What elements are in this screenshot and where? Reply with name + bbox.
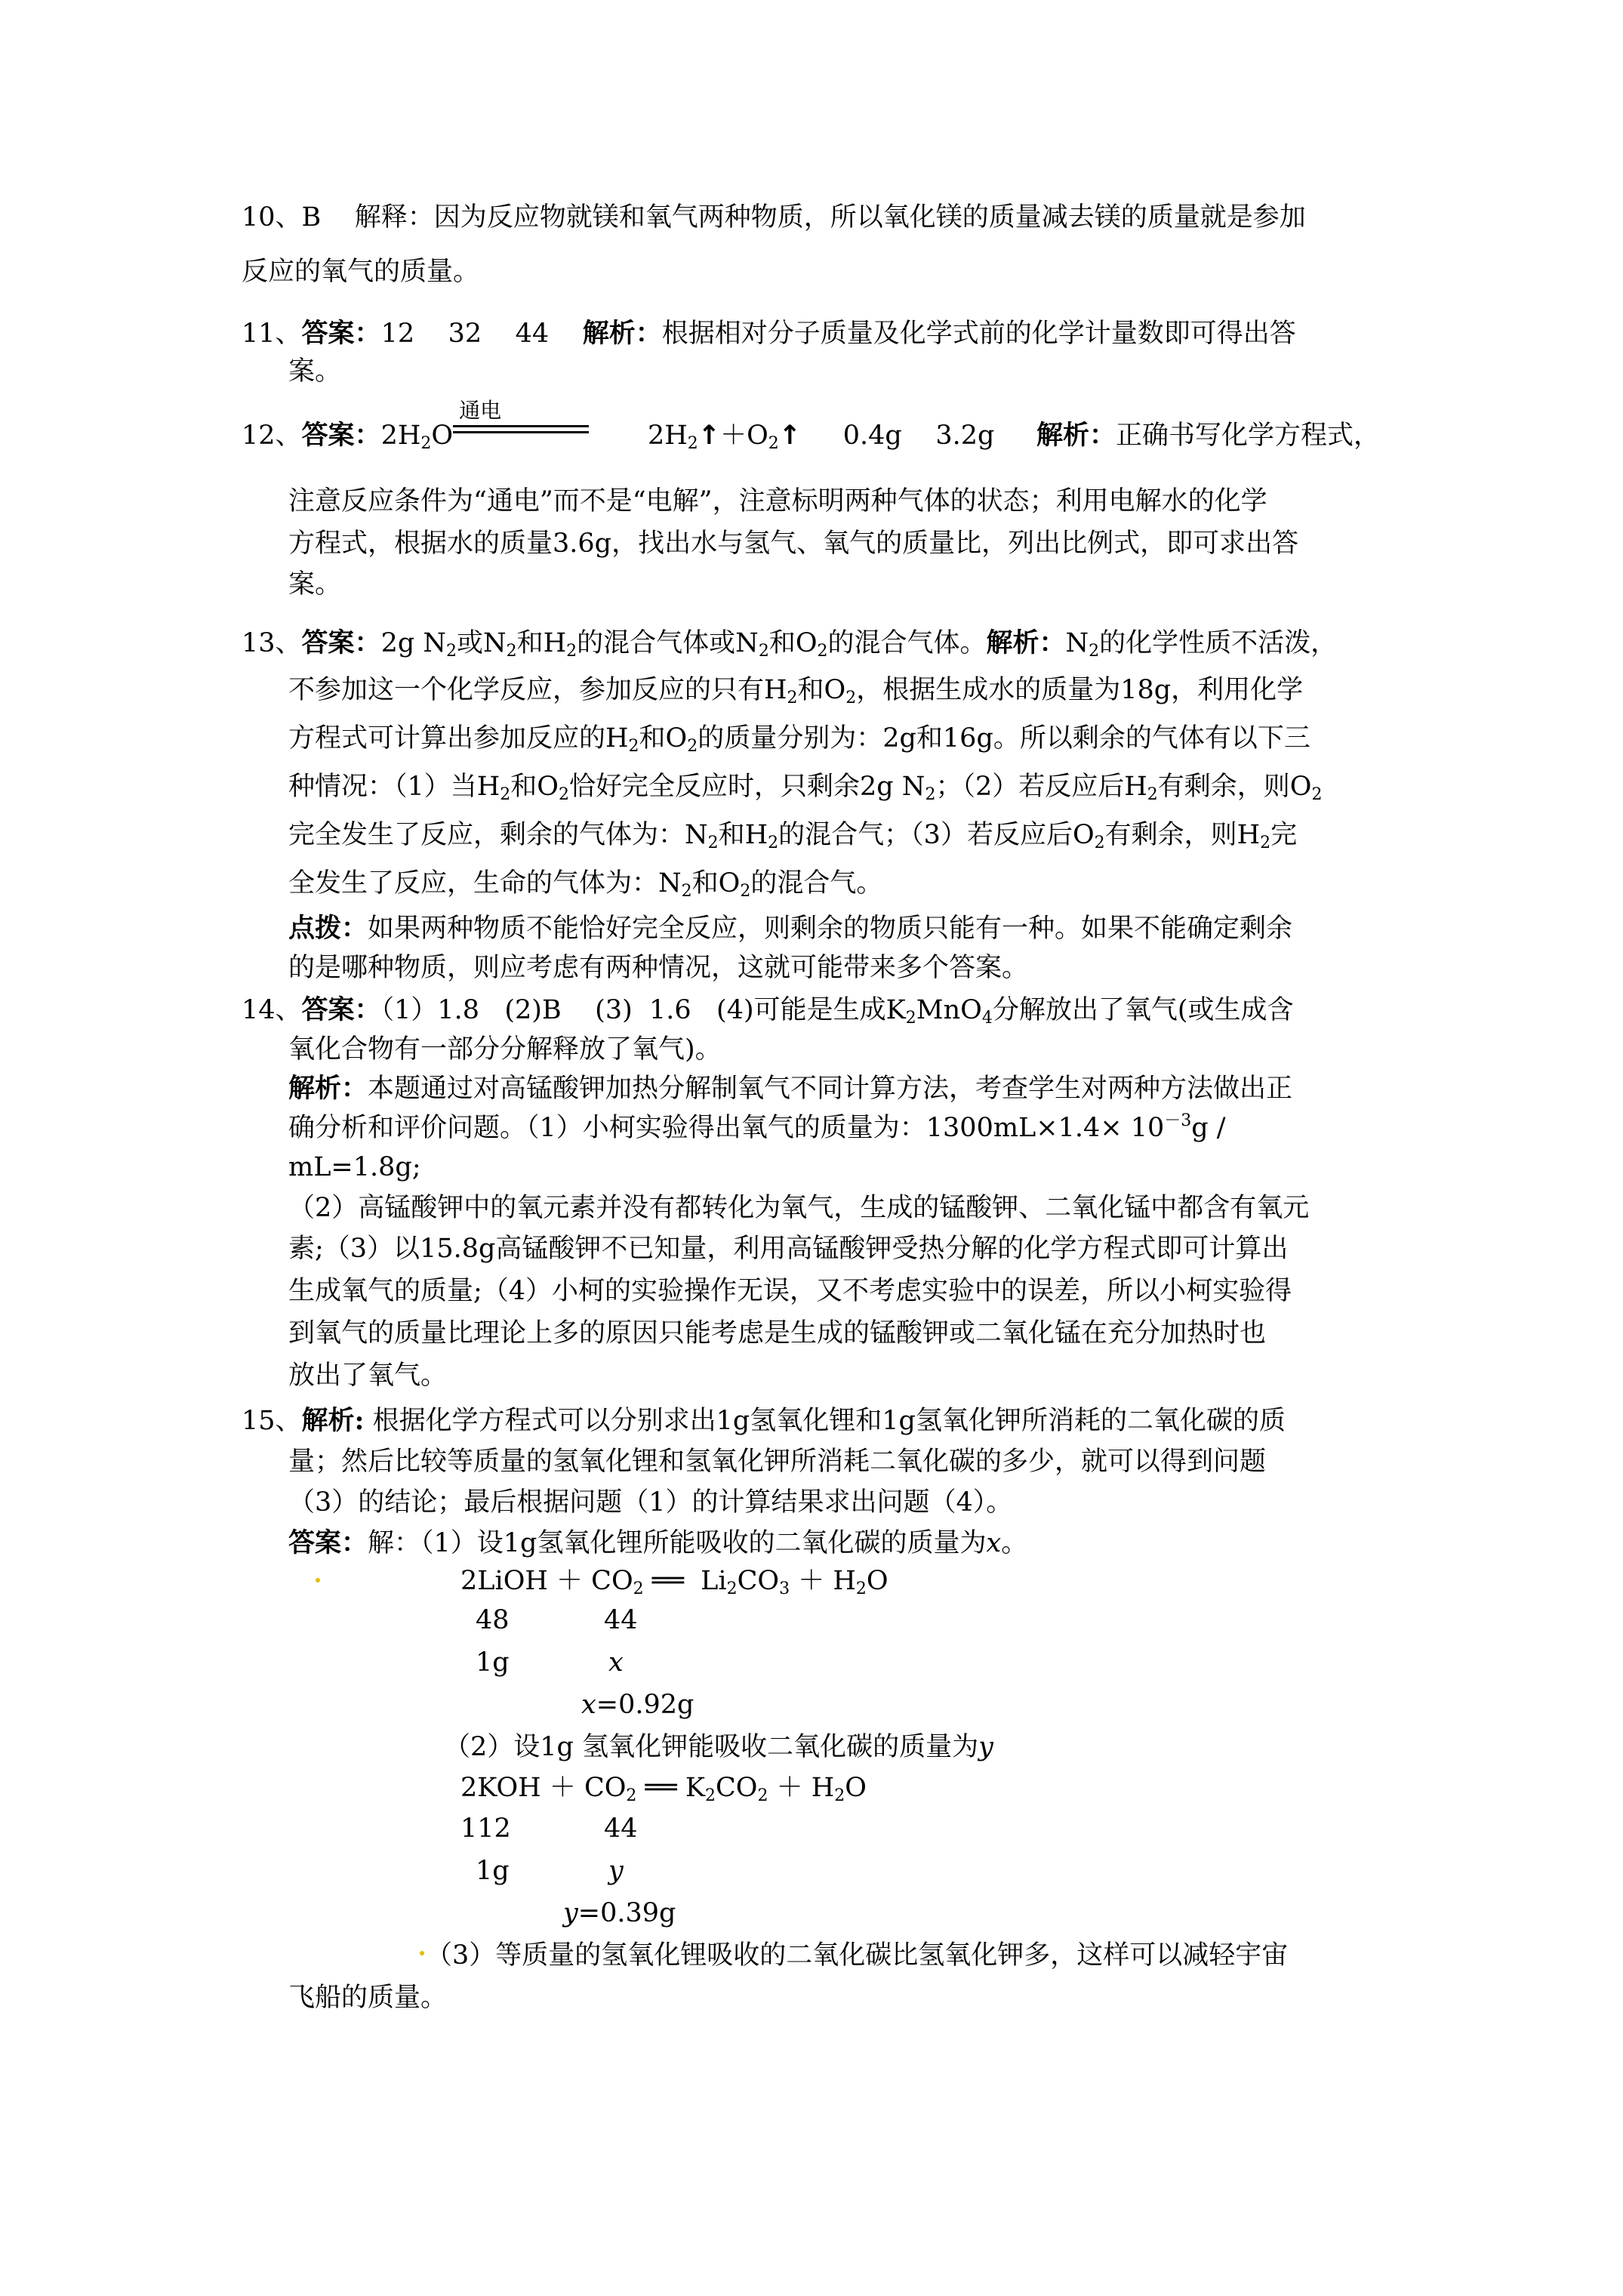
q12-text1: 正确书写化学方程式， [1116, 421, 1381, 451]
q15-m1-a: 48 [476, 1605, 510, 1635]
q15-result1 [581, 1688, 694, 1721]
stray-dot [316, 1578, 320, 1583]
q10-label: 解释： [354, 202, 434, 233]
q15-res2: =0.39g [577, 1898, 676, 1928]
q13-tip-text1: 如果两种物质不能恰好完全反应，则剩余的物质只能有一种。如果不能确定剩余 [368, 914, 1293, 944]
q12-values: 0.4g 3.2g [842, 421, 995, 451]
q14-line1: 14、答案：（1）1.8 (2)B (3) 1.6 (4)可能是生成$K_2MnO_4$分解放出了氧气(或生成含 [242, 994, 1294, 1028]
q15-m1-d: x [608, 1647, 624, 1678]
q13-line5: 完全发生了反应，剩余的气体为：$N_2$和$H_2$的混合气；（3）若反应后$O_2$有剩余，则$H_2$完 [288, 820, 1298, 852]
q14-analysis-line5: 素;（3）以15.8g高锰酸钾不已知量，利用高锰酸钾受热分解的化学方程式即可计算出 [288, 1234, 1289, 1264]
q15-answer-label: 答案： [288, 1527, 368, 1558]
q11-line2: 案。 [288, 356, 342, 387]
q14-analysis-line7: 到氧气的质量比理论上多的原因只能考虑是生成的锰酸钾或二氧化锰在充分加热时也 [288, 1318, 1267, 1348]
q14-number: 14、 [242, 995, 302, 1025]
q15-p2: （2）设1g 氢氧化钾能吸收二氧化碳的质量为 [444, 1732, 979, 1762]
q13-line4: 种情况：（1）当$H_2$和$O_2$恰好完全反应时，只剩余2g $N_2$；（2）若反应后$H_2$有剩余，则$O_2$ [288, 772, 1323, 804]
q15-l1: 根据化学方程式可以分别求出1g氢氧化锂和1g氢氧化钾所消耗的二氧化碳的质 [372, 1406, 1286, 1436]
q15-answer-line4: 飞船的质量。 [288, 1983, 448, 2013]
q15-res1: =0.92g [596, 1690, 694, 1720]
q11-answer: 12 32 44 [380, 319, 550, 349]
q14-a2-exponent: －3 [1164, 1111, 1192, 1130]
q11-line1 [242, 317, 1296, 350]
q11-number: 11、 [242, 319, 302, 349]
q15-res1-var: x [581, 1690, 596, 1720]
q14-a2-tail: g / [1191, 1113, 1226, 1143]
q15-result2 [563, 1897, 676, 1930]
q12-line4: 案。 [288, 569, 342, 599]
q15-m2-d: y [608, 1856, 624, 1886]
q15-p2-var: y [978, 1732, 993, 1762]
q15-number: 15、 [242, 1406, 302, 1436]
q14-analysis-line1 [288, 1072, 1292, 1105]
q10-line2: 反应的氧气的质量。 [242, 257, 480, 287]
q11-text1: 根据相对分子质量及化学式前的化学计量数即可得出答 [661, 319, 1296, 349]
q15-m1-c: 1g [476, 1647, 510, 1678]
q15-answer-line2 [444, 1730, 993, 1764]
q12-line2: 注意反应条件为“通电”而不是“电解”，注意标明两种气体的状态；利用电解水的化学 [288, 486, 1267, 516]
q14-analysis-line8: 放出了氧气。 [288, 1361, 448, 1391]
q13-tip-line2: 的是哪种物质，则应考虑有两种情况，这就可能带来多个答案。 [288, 953, 1029, 983]
q14-analysis-line6: 生成氧气的质量;（4）小柯的实验操作无误，又不考虑实验中的误差，所以小柯实验得 [288, 1276, 1292, 1306]
q10-line1 [242, 201, 1306, 234]
q13-line3: 方程式可计算出参加反应的$H_2$和$O_2$的质量分别为：2g和16g。所以剩余的气体有以下三 [288, 723, 1310, 756]
q14-answer-tail: 分解放出了氧气(或生成含 [992, 995, 1294, 1025]
stray-dot-2 [420, 1951, 424, 1955]
q15-analysis-label: 解析: [301, 1405, 365, 1436]
q14-a2: 确分析和评价问题。（1）小柯实验得出氧气的质量为：1300mL×1.4× 10 [288, 1113, 1165, 1143]
q13-tip-line1 [288, 912, 1292, 945]
q12-analysis-label: 解析： [1036, 420, 1116, 451]
q10-number: 10、B [242, 202, 322, 233]
q12-condition-text: 通电 [459, 398, 502, 423]
q14-analysis-line2 [288, 1111, 1226, 1145]
q13-line6: 全发生了反应，生命的气体为：$N_2$和$O_2$的混合气。 [288, 868, 883, 901]
q12-products: $2H_2↑+O_2↑$ [647, 421, 802, 453]
q14-a1: 本题通过对高锰酸钾加热分解制氧气不同计算方法，考查学生对两种方法做出正 [368, 1074, 1293, 1104]
q15-line2: 量；然后比较等质量的氢氧化锂和氢氧化钾所消耗二氧化碳的多少，就可以得到问题 [288, 1447, 1267, 1477]
q11-answer-label: 答案： [301, 318, 381, 349]
q12-equation: $2H_2O$ [380, 421, 454, 453]
q15-m1-b: 44 [604, 1605, 638, 1635]
q15-line3: （3）的结论；最后根据问题（1）的计算结果求出问题（4）。 [288, 1487, 1013, 1518]
q13-analysis-label: 解析： [986, 627, 1066, 658]
q15-m2-b: 44 [604, 1814, 638, 1844]
q13-line1: 13、答案：2g $N_2$或$N_2$和$H_2$的混合气体或$N_2$和$O_2$的混合气体。解析：$N_2$的化学性质不活泼， [242, 627, 1338, 661]
q12-condition-equals [453, 398, 589, 452]
q15-p1-var: x [986, 1528, 1002, 1558]
q12-line3: 方程式，根据水的质量3.6g，找出水与氢气、氧气的质量比，列出比例式，即可求出答 [288, 529, 1299, 559]
q15-answer-line1: 答案：解：（1）设1g氢氧化锂所能吸收的二氧化碳的质量为x。 [288, 1527, 1028, 1558]
q14-answer-label: 答案： [301, 994, 381, 1025]
q15-res2-var: y [563, 1898, 578, 1928]
q14-analysis-label: 解析： [288, 1073, 368, 1104]
q12-line1 [242, 398, 1381, 453]
q15-equation1: 2LiOH ＋ $CO_2$ ══ $Li_2CO_3 + H_2O$ [460, 1566, 888, 1598]
q15-m2-c: 1g [476, 1856, 510, 1886]
q11-analysis-label: 解析： [582, 318, 662, 349]
q14-answer-head: （1）1.8 (2)B (3) 1.6 (4)可能是生成 [380, 995, 886, 1025]
q13-number: 13、 [242, 628, 302, 658]
q14-analysis-line3: mL=1.8g; [288, 1152, 421, 1182]
q15-answer-line3: （3）等质量的氢氧化锂吸收的二氧化碳比氢氧化钾多，这样可以减轻宇宙 [426, 1940, 1289, 1971]
q10-text1: 因为反应物就镁和氧气两种物质，所以氧化镁的质量减去镁的质量就是参加 [433, 202, 1306, 233]
q13-answer-label: 答案： [301, 627, 381, 658]
q13-line2: 不参加这一个化学反应，参加反应的只有$H_2$和$O_2$，根据生成水的质量为18g，利用化学 [288, 675, 1304, 707]
q14-analysis-line4: （2）高锰酸钾中的氧元素并没有都转化为氧气，生成的锰酸钾、二氧化锰中都含有氧元 [288, 1193, 1310, 1223]
q14-line2: 氧化合物有一部分分解释放了氧气)。 [288, 1034, 722, 1065]
q15-line1 [242, 1404, 1286, 1438]
q12-number: 12、 [242, 421, 302, 451]
q12-answer-label: 答案： [301, 420, 381, 451]
q13-tip-label: 点拨： [288, 913, 368, 944]
q15-m2-a: 112 [460, 1814, 511, 1844]
q15-equation2: $2KOH + CO_2$ ══ $K_2CO_2 + H_2O$ [460, 1773, 867, 1805]
q15-p1: 解：（1）设1g氢氧化锂所能吸收的二氧化碳的质量为 [368, 1528, 987, 1558]
